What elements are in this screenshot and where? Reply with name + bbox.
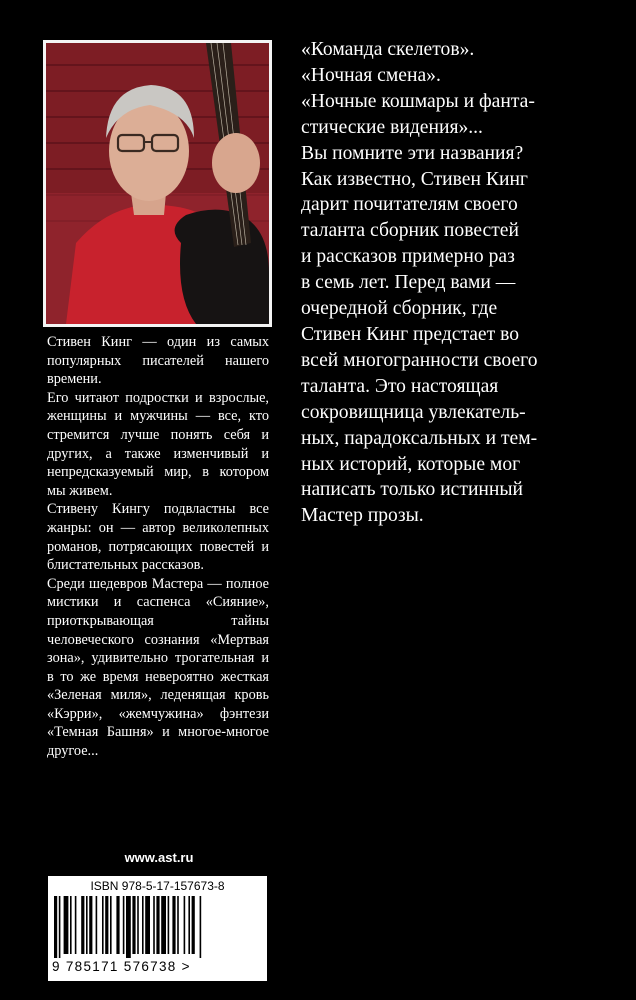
- author-photo-frame: [43, 40, 272, 327]
- description-line: Стивен Кинг предстает во: [301, 323, 520, 345]
- barcode-bar: [137, 896, 139, 954]
- barcode-bar: [132, 896, 135, 954]
- barcode-bar: [156, 896, 159, 954]
- barcode-bar: [89, 896, 92, 954]
- description-line: в семь лет. Перед вами —: [301, 272, 516, 294]
- description-line: «Ночные кошмары и фанта-: [301, 90, 535, 112]
- barcode-bar: [54, 896, 57, 958]
- barcode-bar: [188, 896, 190, 954]
- barcode-bar: [59, 896, 61, 958]
- isbn-text: ISBN 978-5-17-157673-8: [90, 879, 225, 893]
- barcode-bar: [172, 896, 175, 954]
- barcode-bar: [96, 896, 98, 954]
- barcode-bar: [145, 896, 150, 954]
- barcode-bar: [142, 896, 144, 954]
- barcode-bar: [126, 896, 131, 958]
- description-line: Мастер прозы.: [301, 505, 424, 527]
- description-line: всей многогранности своего: [301, 349, 538, 371]
- bio-paragraph: Среди шедевров Мастера — полное мистики и саспенса «Сияние», приоткрывающая тайны человеческого сознания «Мертвая зона», удивительно трогательная и в то же время невероятно жесткая «Зеленая миля», леденящая кровь «Кэрри», «жемчужина» фэнтези «Темная Башня» и многое-многое другое...: [47, 575, 269, 760]
- barcode-bar: [64, 896, 69, 954]
- bio-paragraph: Стивен Кинг — один из самых популярных писателей нашего времени.: [47, 334, 269, 388]
- description-line: написать только истинный: [301, 479, 524, 501]
- description-line: очередной сборник, где: [301, 298, 498, 320]
- barcode-bar: [177, 896, 179, 954]
- barcode-bar: [105, 896, 108, 954]
- description-line: стические видения»...: [301, 116, 483, 138]
- barcode-bar: [200, 896, 202, 958]
- description-line: дарит почитателям своего: [301, 194, 518, 216]
- barcode-bar: [81, 896, 84, 954]
- description-line: Вы помните эти названия?: [301, 142, 524, 164]
- barcode-bar: [153, 896, 155, 954]
- barcode-label: [48, 876, 267, 981]
- barcode-bar: [184, 896, 186, 954]
- barcode-icon: [54, 896, 261, 958]
- description-line: «Команда скелетов».: [301, 39, 475, 60]
- description-line: Как известно, Стивен Кинг: [301, 168, 528, 190]
- author-bio: [47, 333, 269, 761]
- barcode-digits: 9 785171 576738 >: [52, 959, 191, 974]
- bio-paragraph: Стивену Кингу подвластны все жанры: он — автор великолепных романов, потрясающих повестей и блистательных рассказов.: [47, 501, 269, 574]
- book-description: [301, 37, 601, 529]
- description-line: «Ночная смена».: [301, 64, 441, 86]
- publisher-website: www.ast.ru: [124, 850, 194, 865]
- description-line: таланта. Это настоящая: [301, 375, 499, 397]
- barcode-bar: [102, 896, 104, 954]
- barcode-bar: [110, 896, 112, 954]
- barcode-bar: [123, 896, 125, 954]
- description-line: таланта сборник повестей: [301, 220, 519, 242]
- description-line: ных историй, которые мог: [301, 453, 521, 475]
- barcode-bar: [192, 896, 195, 954]
- bio-paragraph: Его читают подростки и взрослые, женщины и мужчины — все, кто стремится лучше понять себя и других, а также изменчивый и непредсказуемый мир, в котором мы живем.: [47, 389, 269, 499]
- description-line: ных, парадоксальных и тем-: [301, 427, 538, 449]
- author-photo: [46, 43, 269, 324]
- barcode-bar: [161, 896, 166, 954]
- description-line: и рассказов примерно раз: [301, 246, 515, 268]
- barcode-bar: [86, 896, 88, 954]
- barcode-bar: [70, 896, 72, 954]
- barcode-bar: [168, 896, 170, 954]
- barcode-bar: [75, 896, 77, 954]
- description-line: сокровищница увлекатель-: [301, 401, 526, 423]
- barcode-bar: [116, 896, 119, 954]
